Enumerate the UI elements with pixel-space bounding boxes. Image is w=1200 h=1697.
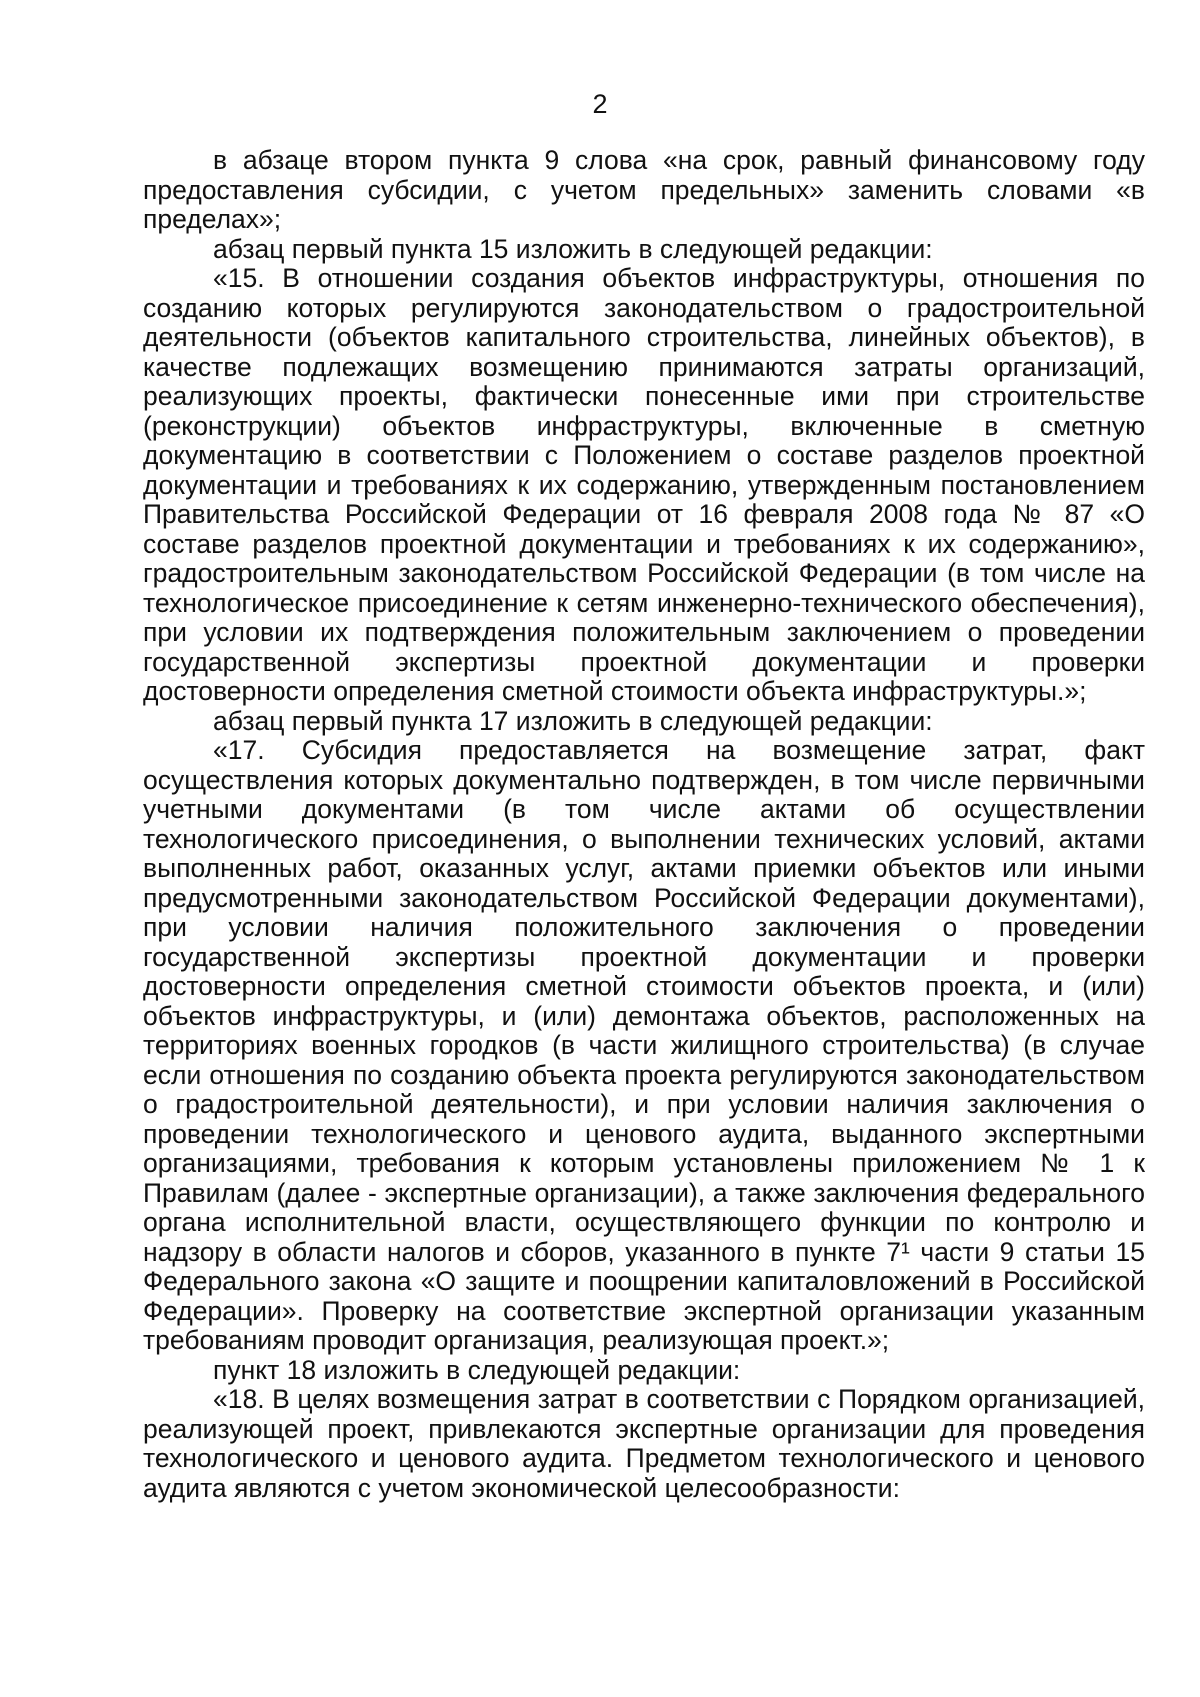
- paragraph-intro-point-18: пункт 18 изложить в следующей редакции:: [213, 1354, 741, 1385]
- paragraph-point-15-text: «15. В отношении создания объектов инфраструктуры, отношения по созданию которых регулируются законодательством о градостроительной деятельности (объектов капитального строительства, линейных объектов), в качестве подлежащих возмещению принимаются затраты организаций, реализующих проекты, фактически понесенные ими при строительстве (реконструкции) объектов инфраструктуры, включенные в сметную документацию в соответствии с Положением о составе разделов проектной документации и требованиях к их содержанию, утвержденным постановлением Правительства Российской Федерации от 16 февраля 2008 года № 87 «О составе разделов проектной документации и требованиях к их содержанию», градостроительным законодательством Российской Федерации (в том числе на технологическое присоединение к сетям инженерно-технического обеспечения), при условии их подтверждения положительным заключением о проведении государственной экспертизы проектной документации и проверки достоверности определения сметной стоимости объекта инфраструктуры.»;: [143, 263, 1145, 706]
- paragraph-point-18-text: «18. В целях возмещения затрат в соответствии с Порядком организацией, реализующей проект, привлекаются экспертные организации для проведения технологического и ценового аудита. Предметом технологического и ценового аудита являются с учетом экономической целесообразности:: [143, 1384, 1145, 1503]
- paragraph-point-17-text: «17. Субсидия предоставляется на возмещение затрат, факт осуществления которых документально подтвержден, в том числе первичными учетными документами (в том числе актами об осуществлении технологического присоединения, о выполнении технических условий, актами выполненных работ, оказанных услуг, актами приемки объектов или иными предусмотренными законодательством Российской Федерации документами), при условии наличия положительного заключения о проведении государственной экспертизы проектной документации и проверки достоверности определения сметной стоимости объектов проекта, и (или) объектов инфраструктуры, и (или) демонтажа объектов, расположенных на территориях военных городков (в части жилищного строительства) (в случае если отношения по созданию объекта проекта регулируются законодательством о градостроительной деятельности), и при условии наличия заключения о проведении технологического и ценового аудита, выданного экспертными организациями, требования к которым установлены приложением № 1 к Правилам (далее - экспертные организации), а также заключения федерального органа исполнительной власти, осуществляющего функции по контролю и надзору в области налогов и сборов, указанного в пункте 7¹ части 9 статьи 15 Федерального закона «О защите и поощрении капиталовложений в Российской Федерации». Проверку на соответствие экспертной организации указанным требованиям проводит организация, реализующая проект.»;: [143, 735, 1145, 1355]
- paragraph-intro-point-15: абзац первый пункта 15 изложить в следующей редакции:: [213, 233, 933, 264]
- paragraph-amend-point-9: в абзаце втором пункта 9 слова «на срок, равный финансовому году предоставления субсидии, с учетом предельных» заменить словами «в пределах»;: [143, 145, 1145, 234]
- page-number: 2: [592, 89, 608, 119]
- document-body: [143, 146, 1145, 1503]
- paragraph-intro-point-17: абзац первый пункта 17 изложить в следующей редакции:: [213, 705, 933, 736]
